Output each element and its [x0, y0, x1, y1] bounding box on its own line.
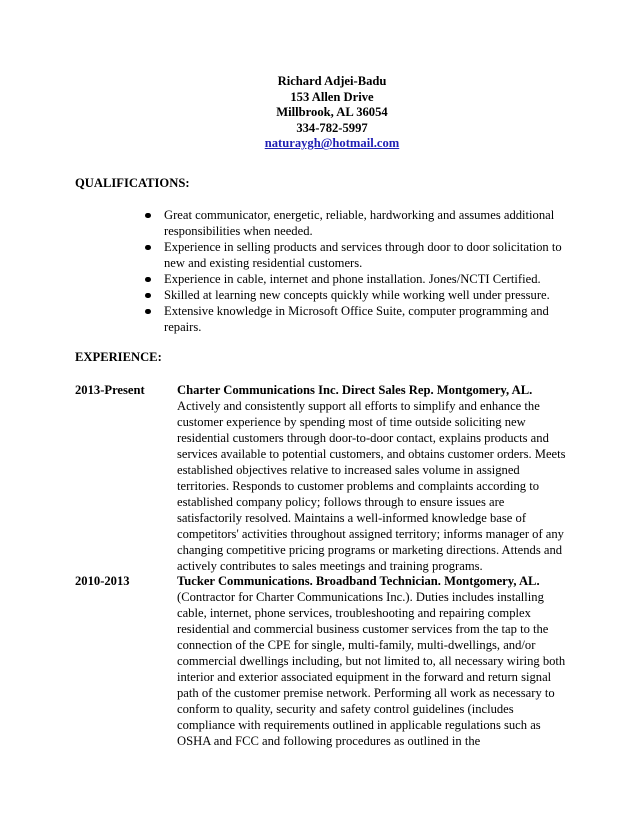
- phone-number: 334-782-5997: [296, 120, 368, 135]
- applicant-name: Richard Adjei-Badu: [277, 74, 387, 88]
- qualification-text: Extensive knowledge in Microsoft Office Suite, computer programming and repairs.: [164, 304, 549, 334]
- job-description: (Contractor for Charter Communications Inc.). Duties includes installing cable, internet, phone services, troubleshooting and repairing complex residential and commercial business customer services from the tap to the connection of the CPE for single, multi-family, multi-dwellings, and/or commercial dwellings including, but not limited to, all necessary wiring both interior and exterior associated equipment in the forward and return signal path of the customer premise network. Performing all work as necessary to conform to quality, security and safety control guidelines (includes compliance with requirements outlined in applicable regulations such as OSHA and FCC and following procedures as outlined in the: [177, 590, 566, 748]
- qualifications-heading: QUALIFICATIONS:: [75, 176, 190, 190]
- job-title: Charter Communications Inc. Direct Sales Rep. Montgomery, AL.: [177, 383, 533, 397]
- job-dates: 2013-Present: [75, 383, 145, 397]
- bullet-icon: [145, 213, 151, 219]
- bullet-icon: [145, 277, 151, 283]
- list-item: [143, 271, 568, 287]
- qualification-text: Experience in selling products and services through door to door solicitation to new and existing residential customers.: [164, 240, 562, 270]
- list-item: [143, 303, 568, 335]
- bullet-icon: [145, 245, 151, 251]
- bullet-icon: [145, 309, 151, 315]
- experience-heading: EXPERIENCE:: [75, 350, 162, 364]
- list-item: [143, 287, 568, 303]
- bullet-icon: [145, 293, 151, 299]
- job-dates: 2010-2013: [75, 574, 130, 588]
- job-title: Tucker Communications. Broadband Technician. Montgomery, AL.: [177, 574, 540, 588]
- email-link[interactable]: naturaygh@hotmail.com: [264, 136, 400, 151]
- job-description: Actively and consistently support all efforts to simplify and enhance the customer experience by spending most of time outside soliciting new residential customers through door-to-door contact, explains products and services available to potential customers, and obtains customer orders. Meets established objectives relative to increased sales volume in assigned territories. Responds to customer problems and complaints according to established company policy; follows through to ensure issues are satisfactorily resolved. Maintains a well-informed knowledge base of competitors' activities throughout assigned territory; informs manager of any changing competitive pricing programs or marketing directions. Attends and actively contributes to sales meetings and training programs.: [177, 399, 566, 573]
- list-item: [143, 207, 568, 239]
- qualification-text: Experience in cable, internet and phone installation. Jones/NCTI Certified.: [164, 272, 541, 286]
- qualification-text: Skilled at learning new concepts quickly while working well under pressure.: [164, 288, 550, 302]
- list-item: [143, 239, 568, 271]
- city-state-zip: Millbrook, AL 36054: [276, 105, 388, 120]
- qualification-text: Great communicator, energetic, reliable, hardworking and assumes additional responsibilities when needed.: [164, 208, 555, 238]
- qualifications-list: [143, 207, 568, 335]
- contact-header: [0, 74, 638, 152]
- street-address: 153 Allen Drive: [290, 89, 374, 104]
